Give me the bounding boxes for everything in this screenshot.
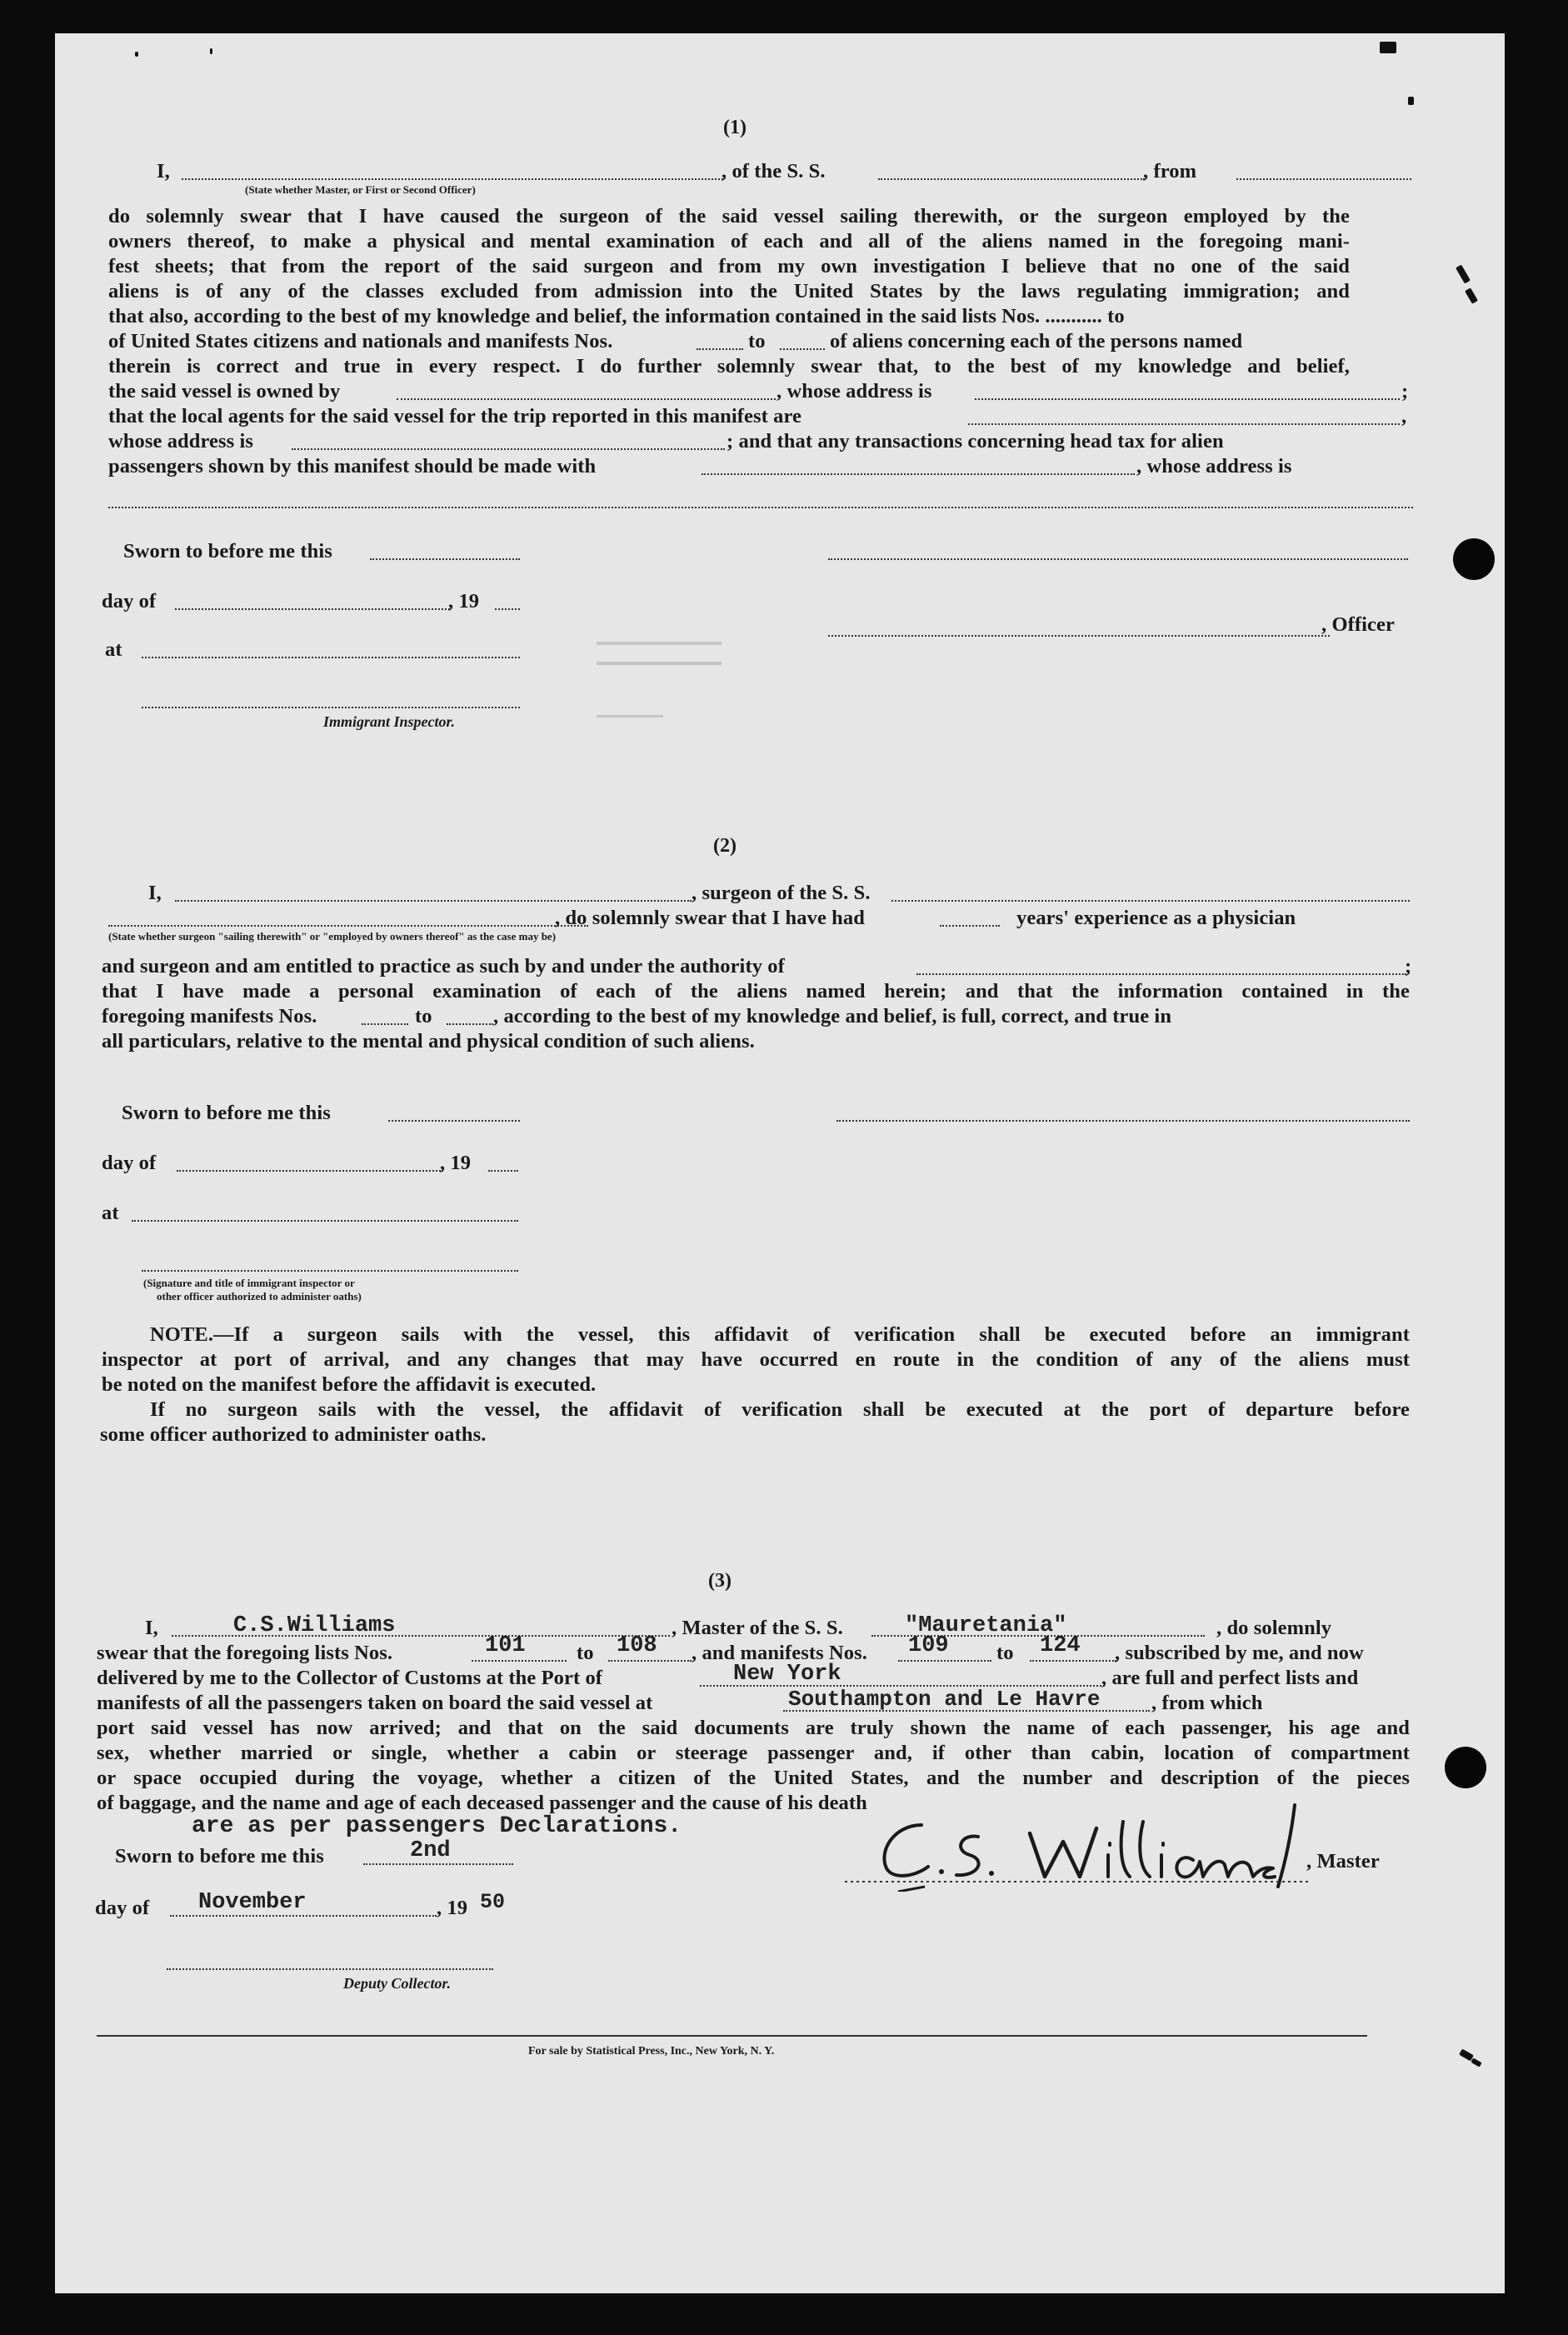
- section-2-day-of-field[interactable]: [177, 1170, 443, 1172]
- punch-hole: [1453, 538, 1495, 580]
- section-2-sig-caption-1: (Signature and title of immigrant inspector or: [143, 1277, 355, 1289]
- section-3-sworn-label: Sworn to before me this: [115, 1845, 324, 1868]
- surgeon-manifest-from-field[interactable]: [362, 1023, 408, 1025]
- section-2-day-of-label: day of: [102, 1152, 157, 1174]
- section-2-line-3: that I have made a personal examination of each of the aliens named herein; and that the information contained in the: [102, 980, 1410, 1002]
- year-value: 50: [480, 1890, 506, 1914]
- speck-mark: [1456, 264, 1471, 283]
- section-2-sworn-label: Sworn to before me this: [122, 1102, 331, 1124]
- manifest-nos-from-field[interactable]: [697, 348, 743, 350]
- master-of-label: , Master of the S. S.: [672, 1617, 843, 1639]
- section-1-at-field[interactable]: [142, 657, 520, 658]
- manifest-from-line: [898, 1660, 991, 1662]
- typed-declaration-note: are as per passengers Declarations.: [192, 1813, 682, 1839]
- section-1-line-10a: whose address is: [108, 430, 254, 452]
- speck-mark: [135, 52, 138, 57]
- section-1-sworn-day-field[interactable]: [370, 558, 520, 560]
- section-3-line-3a: delivered by me to the Collector of Customs at the Port of: [97, 1667, 603, 1689]
- manifest-from-value: 109: [908, 1633, 949, 1658]
- section-2-line-2a: and surgeon and am entitled to practice as such by and under the authority of: [102, 955, 785, 978]
- section-3-line-8: of baggage, and the name and age of each deceased passenger and the cause of his death: [97, 1792, 867, 1814]
- section-1-line-6c: of aliens concerning each of the persons named: [830, 330, 1243, 352]
- section-2-year-label: , 19: [440, 1152, 472, 1174]
- list-to-line: [608, 1660, 692, 1662]
- officer-rank-field[interactable]: [182, 178, 723, 180]
- departure-ports-value: Southampton and Le Havre: [788, 1687, 1101, 1712]
- from-port-field[interactable]: [1236, 178, 1411, 180]
- list-to-value: 108: [617, 1633, 657, 1658]
- section-1-address-line[interactable]: [108, 507, 1413, 508]
- section-1-line-2: owners thereof, to make a physical and mental examination of each and all of the aliens named in the foregoing mani-: [108, 230, 1350, 252]
- section-3-day-of-label: day of: [95, 1897, 150, 1919]
- section-1-at-label: at: [105, 638, 122, 661]
- section-2-sig-caption-2: other officer authorized to administer oaths): [157, 1290, 362, 1302]
- section-1-line-6b: to: [748, 330, 766, 352]
- surgeon-name-field[interactable]: [175, 900, 692, 902]
- list-from-value: 101: [485, 1633, 526, 1658]
- section-1-year-label: , 19: [448, 590, 480, 612]
- port-value: New York: [733, 1662, 841, 1687]
- do-solemnly-label: , do solemnly: [1216, 1617, 1332, 1639]
- section-2-at-field[interactable]: [132, 1220, 518, 1222]
- master-label: , Master: [1306, 1850, 1380, 1872]
- section-3-line-2c: , subscribed by me, and now: [1115, 1642, 1364, 1664]
- section-1-officer-line[interactable]: [828, 635, 1330, 637]
- speck-mark: [1471, 2058, 1481, 2067]
- section-1-line-1: do solemnly swear that I have caused the surgeon of the said vessel sailing therewith, or the surgeon employed by the: [108, 205, 1350, 228]
- inspector-caption: Immigrant Inspector.: [323, 713, 456, 730]
- section-1-year-field[interactable]: [495, 608, 520, 610]
- section-1-officer-label: , Officer: [1321, 613, 1395, 636]
- ship-name-value: "Mauretania": [905, 1613, 1067, 1638]
- section-3-to-1: to: [577, 1642, 594, 1664]
- section-1-line-5: that also, according to the best of my knowledge and belief, the information contained in the said lists Nos. ........... to: [108, 305, 1125, 328]
- manifest-nos-to-field[interactable]: [780, 348, 825, 350]
- section-1-line-8b: , whose address is: [777, 380, 932, 402]
- surgeon-signature-line[interactable]: [836, 1120, 1410, 1122]
- section-3-line-3b: , are full and perfect lists and: [1101, 1667, 1359, 1689]
- deputy-collector-caption: Deputy Collector.: [343, 1975, 451, 1992]
- section-2-line-2b: ;: [1405, 955, 1412, 978]
- section-2-line-5: all particulars, relative to the mental and physical condition of such aliens.: [102, 1030, 755, 1052]
- of-ss-label: , of the S. S.: [722, 160, 826, 182]
- master-signature-graphic: [845, 1800, 1361, 1892]
- section-1-line-4: aliens is of any of the classes excluded from admission into the United States by the laws regulating immigration; and: [108, 280, 1350, 302]
- speck-mark: [1465, 288, 1478, 304]
- manifest-affidavit-page: [55, 33, 1505, 2293]
- master-signature: [845, 1800, 1361, 1892]
- section-2-line-1c: years' experience as a physician: [1016, 907, 1296, 929]
- punch-hole: [1445, 1747, 1486, 1788]
- agents-address-field[interactable]: [292, 448, 725, 450]
- section-1-signature-line[interactable]: [828, 558, 1408, 560]
- surgeon-status-field[interactable]: [108, 925, 588, 927]
- section-2-line-4b: to: [415, 1005, 432, 1028]
- from-label: , from: [1143, 160, 1197, 182]
- section-3-year-label: , 19: [437, 1897, 468, 1919]
- section-1-line-11a: passengers shown by this manifest should be made with: [108, 455, 597, 478]
- officer-rank-caption: (State whether Master, or First or Second Officer): [245, 183, 476, 196]
- practice-authority-field[interactable]: [916, 973, 1406, 975]
- note-line-3: be noted on the manifest before the affidavit is executed.: [102, 1373, 597, 1396]
- note-line-2: inspector at port of arrival, and any changes that may have occurred en route in the condition of any of the aliens must: [102, 1348, 1410, 1371]
- section-2-sworn-day-field[interactable]: [388, 1120, 520, 1122]
- inspector-signature-line[interactable]: [142, 707, 520, 708]
- month-line: [170, 1915, 437, 1917]
- master-name-value: C.S.Williams: [233, 1613, 396, 1638]
- section-2-line-1b: , do solemnly swear that I have had: [555, 907, 865, 929]
- section-3-line-6: sex, whether married or single, whether a cabin or steerage passenger and, if other than cabin, location of compartment: [97, 1742, 1410, 1764]
- section-1-sworn-label: Sworn to before me this: [123, 540, 332, 562]
- month-value: November: [198, 1890, 307, 1915]
- section-2-year-field[interactable]: [488, 1170, 518, 1172]
- section-2-i-label: I,: [148, 882, 162, 904]
- section-3-line-4a: manifests of all the passengers taken on board the said vessel at: [97, 1692, 653, 1714]
- section-3-line-7: or space occupied during the voyage, whether a citizen of the United States, and the number and description of the pieces: [97, 1767, 1410, 1789]
- local-agents-field[interactable]: [968, 423, 1400, 425]
- section-3-line-2b: , and manifests Nos.: [692, 1642, 867, 1664]
- section-3-line-5: port said vessel has now arrived; and that on the said documents are truly shown the name of each passenger, his age and: [97, 1717, 1410, 1739]
- speck-mark: [1380, 42, 1396, 53]
- section-2-number: (2): [713, 835, 737, 857]
- section-1-line-3: fest sheets; that from the report of the said surgeon and from my own investigation I believe that no one of the said: [108, 255, 1350, 278]
- section-3-sworn-day-line: [363, 1863, 513, 1865]
- section-1-line-8c: ;: [1401, 380, 1409, 402]
- owner-address-field[interactable]: [975, 398, 1400, 400]
- manifest-to-value: 124: [1040, 1633, 1081, 1658]
- vessel-name-field[interactable]: [878, 178, 1145, 180]
- section-1-line-10b: ; and that any transactions concerning head tax for alien: [727, 430, 1224, 452]
- section-3-to-2: to: [996, 1642, 1014, 1664]
- note-line-4: If no surgeon sails with the vessel, the affidavit of verification shall be executed at the port of departure before: [150, 1398, 1410, 1421]
- section-1-line-9a: that the local agents for the said vessel for the trip reported in this manifest are: [108, 405, 802, 428]
- section-1-line-6a: of United States citizens and nationals and manifests Nos.: [108, 330, 613, 352]
- footer-printer: For sale by Statistical Press, Inc., New York, N. Y.: [528, 2045, 775, 2058]
- section-1-day-of-label: day of: [102, 590, 157, 612]
- section-2-inspector-line[interactable]: [142, 1270, 518, 1272]
- section-1-line-11b: , whose address is: [1136, 455, 1292, 478]
- section-1-i-label: I,: [157, 160, 170, 182]
- vessel-owner-field[interactable]: [397, 398, 776, 400]
- surgeon-status-caption: (State whether surgeon "sailing therewith" or "employed by owners thereof" as the case may be): [108, 930, 557, 942]
- section-1-day-of-field[interactable]: [175, 608, 450, 610]
- head-tax-party-field[interactable]: [702, 473, 1135, 475]
- section-1-line-9b: ,: [1401, 405, 1407, 428]
- surgeon-vessel-field[interactable]: [891, 900, 1410, 902]
- section-2-line-4c: , according to the best of my knowledge and belief, is full, correct, and true in: [493, 1005, 1172, 1028]
- note-line-5: some officer authorized to administer oaths.: [100, 1423, 487, 1446]
- note-line-1: NOTE.—If a surgeon sails with the vessel, this affidavit of verification shall be executed before an immigrant: [150, 1323, 1410, 1346]
- manifest-to-line: [1030, 1660, 1116, 1662]
- speck-mark: [210, 48, 212, 54]
- surgeon-of-label: , surgeon of the S. S.: [692, 882, 871, 904]
- section-1-line-7: therein is correct and true in every respect. I do further solemnly swear that, to the best of my knowledge and belief,: [108, 355, 1350, 378]
- deputy-collector-line: [167, 1968, 493, 1970]
- bleed-through-mark: [597, 617, 722, 783]
- section-3-sworn-day-value: 2nd: [410, 1838, 451, 1863]
- surgeon-manifest-to-field[interactable]: [447, 1023, 493, 1025]
- speck-mark: [1408, 97, 1414, 105]
- section-3-number: (3): [708, 1570, 732, 1592]
- section-3-line-2a: swear that the foregoing lists Nos.: [97, 1642, 393, 1664]
- list-from-line: [472, 1660, 567, 1662]
- section-1-line-8a: the said vessel is owned by: [108, 380, 341, 402]
- section-1-number: (1): [723, 117, 747, 138]
- section-2-line-4a: foregoing manifests Nos.: [102, 1005, 317, 1028]
- section-3-i-label: I,: [145, 1617, 158, 1639]
- section-3-line-4b: , from which: [1151, 1692, 1263, 1714]
- footer-rule: [97, 2035, 1367, 2037]
- section-2-at-label: at: [102, 1202, 119, 1224]
- years-experience-field[interactable]: [940, 925, 1000, 927]
